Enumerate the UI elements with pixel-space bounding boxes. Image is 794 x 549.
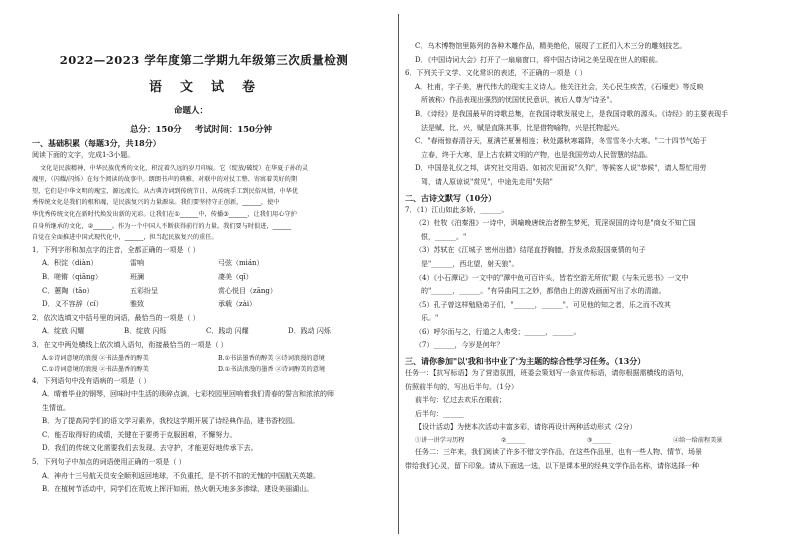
section-2-title: 二、古诗文默写（10分）	[405, 192, 497, 203]
q7-item: （5）孔子曾这样勉励弟子们，"______，______"，可见他的知之者，乐之而不改其	[415, 300, 671, 309]
q5-option: D．《中国诗词大会》打开了一扇扇窗口，将中国古诗词之美呈现在世人的眼前。	[415, 55, 663, 64]
q3-option: B.①书法墨香的醇美 ②诗词浪漫的意境	[218, 354, 325, 362]
q1-option: 雷响	[130, 259, 144, 268]
q7-item: （2）杜牧《泊秦淮》一诗中，讽喻晚唐统治者醉生梦死，荒淫误国的诗句是"商女不知亡国	[415, 219, 696, 228]
q7-item: （4）《小石潭记》一文中的"潭中鱼可百许头，皆若空游无所依"跟《与朱元思书》一文中	[415, 273, 689, 282]
right-column	[405, 40, 765, 473]
q7-item: 是"______，西北望，射天狼"。	[421, 259, 519, 268]
q4-option: D．我们的传统文化需要我们去发现、去守护，才能更好地传承下去。	[42, 444, 258, 453]
q6-option: 驾，请人原谅说"赏见"，中途先走用"失陪"	[421, 177, 553, 186]
question-2: 2．依次选填文中括号里的词语，最恰当的一项是（ ）	[32, 313, 200, 322]
activity-option: ③______	[587, 437, 612, 445]
q7-item: 的"______，______。"有异曲同工之妙，都借由上的游戏画面写出了水的清澈。	[421, 287, 666, 296]
q1-option: 弓弦（mián）	[218, 259, 264, 268]
q5-option: A．神舟十三号航天员安全顺利返回地球，不负重托，是不折不扣的无愧的中国航天英雄。	[42, 471, 321, 480]
q5-option: C．乌木博物馆里陈列的各种木雕作品，精美绝伦，展现了工匠们入木三分的雕刻技艺。	[415, 42, 687, 50]
section-1-title: 一、基础积累（每题3分，共18分）	[32, 138, 161, 148]
q5-option: B．在植树节活动中，同学们在荒坡上挥汗如雨，热火朝天地多多渗绿，建设美丽湖山。	[42, 485, 314, 494]
score-line: 总分：150分 考试时间：150分钟	[130, 125, 272, 135]
q6-option: C．"春雨惊春清谷天，夏满芒夏暑相连；秋处露秋寒霜降，冬雪雪冬小大寒。"二十四节气始于	[415, 137, 707, 146]
q3-option-row	[32, 353, 390, 364]
design-activity-label: 【设计活动】为使本次活动丰富多彩，请你再设计两种活动形式（2分）	[415, 423, 637, 432]
passage-line: 魂里，（闪耀/闪烁）在每个阅读的故事中。朗朗书声的典雅、对联中的对仗工整、寄寓着美好的期	[32, 176, 298, 184]
q6-option: D．中国是礼仪之邦，讲究社交用语。如初次见面说"久仰"，等候客人说"恭候"，请人帮忙用劳	[415, 164, 707, 173]
q2-option: D．践动 闪烁	[288, 327, 331, 336]
front-half: 前半句：忆过去欢乐在眼前；	[415, 396, 506, 405]
activity-option: ④给一给前程美景	[673, 437, 723, 445]
task-1-cont: 仿照前半句的，写出后半句。（1分）	[405, 382, 518, 391]
left-column	[32, 52, 390, 497]
q7-item: 恨，______。"	[421, 232, 467, 241]
task-2: 任务二：三年来，我们阅读了许多不错文学作品，在这些作品里，也有一些人物、情节、场景	[415, 448, 702, 457]
q3-option: C.①诗词意境的浪漫 ②书法墨香的醇美	[42, 365, 149, 373]
q1-option-row	[32, 257, 390, 271]
back-half: 后半句：______	[415, 409, 464, 418]
q6-option: 所被称）作品表现出强烈的忧国忧民意识，被后人尊为"诗圣"。	[421, 96, 617, 105]
column-divider	[398, 14, 399, 534]
passage-line: 望，它们是中华文明的瑰宝，源远流长。从古典诗词到传统节日、从传统手工到民俗风情，中华优	[32, 187, 299, 195]
question-5: 5．下列句子中加点的词语使用正确的一项是（ ）	[32, 458, 186, 467]
q4-option: C．能否取得好的成绩，关键在于要勇于克服困难，不懈努力。	[42, 430, 237, 439]
q7-item: （3）苏轼在《江城子 密州出猎》结尾直抒胸臆，抒发杀敌报国豪情的句子	[415, 246, 646, 255]
question-4: 4．下列语句中没有语病的一项是（ ）	[32, 376, 151, 385]
q3-option-row	[32, 364, 390, 375]
q2-option: B．绽放 闪烁	[124, 327, 167, 336]
q1-option: 凄美（qī）	[218, 272, 253, 281]
q2-option: C．践动 闪耀	[206, 327, 249, 336]
q3-option: A.①诗词意境的浪漫 ②书法墨香的醇美	[42, 354, 149, 362]
q1-option-row	[32, 271, 390, 285]
q2-option: A．绽放 闪耀	[42, 327, 85, 336]
activity-option: ①讲一讲学习历程	[415, 437, 465, 445]
passage-line: 华优秀传统文化在新时代焕发出新的光彩。让我们在①______中，传播③______，让我们用心守护	[32, 210, 297, 218]
question-1: 1．下列字形和加点字的注音，全都正确的一项是（ ）	[32, 245, 200, 254]
instruction: 阅读下面的文字，完成1-3小题。	[32, 151, 135, 159]
passage-line: 自觉在全面推进中国式现代化中，______，担当起民族复兴的重任。	[32, 234, 218, 242]
q1-option: 赏心悦目（zāng）	[218, 286, 277, 295]
question-6: 6．下列关于文学、文化常识的表述，不正确的一项是（ ）	[405, 69, 587, 78]
question-3: 3．在文中两处横线上依次填入语句，衔接最恰当的一项是（ ）	[32, 340, 228, 349]
exam-title: 2022—2023 学年度第二学期九年级第三次质量检测	[59, 53, 349, 67]
q1-option: A．积淀（diàn）	[42, 259, 98, 268]
q1-option: D．义不容辞（cí）	[42, 300, 103, 309]
q3-option: D.①书法浪漫的墨香 ②诗词醇美的意境	[218, 365, 326, 373]
passage-line: 自身所继承的文化，②______。作为一个中国人不断获得前行的力量。我们要与时俱进，______	[32, 222, 292, 230]
task-2-cont: 带给我们心灵，留下印象。请从下面选一选，以下是课本里的经典文学作品名称，请你选择一种	[405, 461, 699, 470]
q1-option: B．嗟锵（qiāng）	[42, 272, 103, 281]
q7-item: （6）呼尔而与之，行道之人弗受；______，______。	[415, 327, 581, 336]
q2-option-row	[32, 325, 390, 339]
q1-option: 五彩纷呈	[130, 286, 158, 295]
subject-title: 语文试卷	[148, 80, 273, 95]
q1-option: C．蕙陶（tāo）	[42, 286, 94, 295]
passage-line: 文化是民族精神，中华民族优秀的文化，积淀着久远的岁月印痕。它（绽放/破绽）在华夏子孙的灵	[40, 164, 309, 172]
q6-option: 立春，终于大寒，是上古农耕文明的产物，也是我国劳动人民智慧的结晶。	[421, 150, 652, 159]
question-7: 7．（1）江山如此多娇，______。	[405, 205, 509, 214]
activity-row	[405, 435, 765, 446]
task-1: 任务一：【抗写标语】为了营造氛围，班委会策划写一条宣传标语，请你根据需横线的语句，	[405, 369, 689, 378]
author-label: 命题人：	[173, 106, 208, 116]
q1-option: 承载（zài）	[218, 300, 257, 309]
q7-item: 乐。"	[421, 314, 439, 323]
section-3-title: 三、请你参加"以'我和书中业了'为主题的综合性学习任务。（13分）	[405, 356, 646, 367]
q4-option: 生情谊。	[42, 403, 70, 412]
q1-option-row	[32, 298, 390, 312]
passage-line: 秀传统文化是我们的根和魂，是民族复兴的力量源泉。我们要坚持守正创新，______，使中	[32, 199, 280, 207]
q6-option: B．《诗经》是我国最早的诗歌总集，在我国诗歌发展史上，是我国诗歌的源头。《诗经》的主要表现手	[415, 109, 729, 118]
q4-option: A．晴着毕业的钢琴，回味时中生活的琐碎点滴，七彩校园里回响着我们青春的誓言和浓浓的师	[42, 390, 335, 399]
q6-option: A．杜甫，字子美，唐代伟大的现实主义诗人。他关注社会，关心民生疾苦，《石壕吏》等反映	[415, 82, 704, 91]
activity-option: ②______	[501, 437, 526, 445]
q7-item: （7）______，今岁是何年？	[415, 341, 504, 350]
q1-option: 班澜	[130, 272, 144, 281]
q4-option: B．为了提高同学们的语文学习素养，我校这学期开展了诗经典作品，建书香校园。	[42, 417, 300, 426]
q6-option: 法是赋、比、兴，赋是直陈其事，比是借物喻物，兴是托物起兴。	[421, 123, 624, 132]
q1-option: 雅致	[130, 300, 144, 309]
reading-passage	[32, 163, 390, 244]
q1-option-row	[32, 285, 390, 299]
